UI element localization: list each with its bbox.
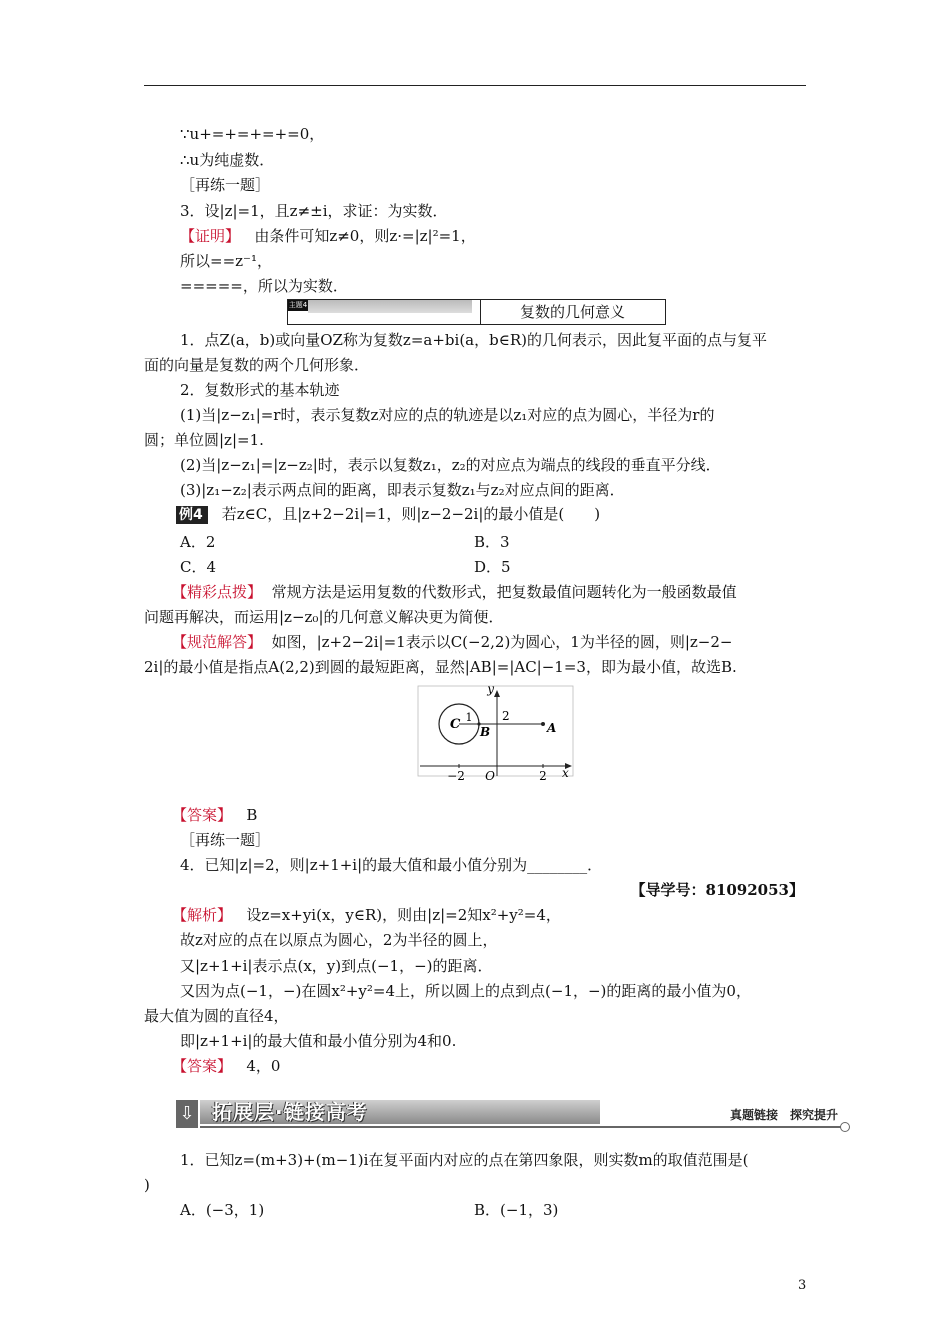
y-axis-label: y: [487, 682, 494, 696]
text-line: 最大值为圆的直径4，: [144, 1007, 289, 1025]
answer-line: [172, 805, 257, 825]
point-c-label: C: [450, 717, 461, 732]
text-line: 1．点Z(a，b)或向量OZ称为复数z=a+bi(a，b∈R)的几何表示，因此复平面的点与复平: [180, 331, 767, 349]
answer-line-2: [172, 1056, 280, 1076]
header-rule: [144, 85, 806, 86]
point-b-label: B: [480, 725, 491, 739]
x-axis-label: x: [562, 766, 569, 780]
tick-label-x2: 2: [539, 769, 547, 783]
exam-option-a: A．(−3，1): [180, 1201, 265, 1219]
text-line: ∴u为纯虚数．: [180, 151, 275, 169]
solution-line: [172, 632, 733, 652]
text-line: ): [144, 1176, 150, 1194]
tick-label-neg2: −2: [447, 769, 465, 783]
exam-question-1: 1．已知z=(m+3)+(m−1)i在复平面内对应的点在第四象限，则实数m的取值范围是(: [180, 1151, 749, 1169]
origin-label: O: [485, 769, 495, 783]
hint-tag: 【精彩点拨】: [172, 583, 263, 601]
banner-bar: [200, 1100, 600, 1124]
text-line: 2i|的最小值是指点A(2,2)到圆的最短距离，显然|AB|=|AC|−1=3，即为最小值，故选B.: [144, 658, 737, 676]
solution-text: 如图，|z+2−2i|=1表示以C(−2,2)为圆心，1为半径的圆，则|z−2−: [271, 633, 733, 651]
example-question-text: 若z∈C，且|z+2−2i|=1，则|z−2−2i|的最小值是( ): [221, 505, 601, 523]
solution-tag: 【规范解答】: [172, 633, 263, 651]
tick-label-y2: 2: [502, 709, 510, 723]
option-b: B．3: [474, 533, 510, 551]
option-c: C．4: [180, 558, 217, 576]
y-axis-arrow: [494, 690, 500, 697]
option-a: A．2: [180, 533, 216, 551]
answer-tag-2: 【答案】: [172, 1057, 233, 1075]
text-line: 2．复数形式的基本轨迹: [180, 381, 340, 399]
down-arrow-icon: ⇩: [176, 1100, 198, 1128]
banner-title: 拓展层·链接高考: [212, 1100, 368, 1124]
text-line: 圆；单位圆|z|=1.: [144, 431, 264, 449]
text-line: 又因为点(−1，−)在圆x²+y²=4上，所以圆上的点到点(−1，−)的距离的最小值为0，: [180, 982, 751, 1000]
exam-option-b: B．(−1，3): [474, 1201, 559, 1219]
text-line: 即|z+1+i|的最大值和最小值分别为4和0.: [180, 1032, 457, 1050]
text-line: ［再练一题］: [180, 176, 271, 194]
banner-line: [200, 1126, 848, 1128]
hint-text: 常规方法是运用复数的代数形式，把复数最值问题转化为一般函数最值: [271, 583, 737, 601]
text-line: =====，所以为实数．: [180, 277, 348, 295]
text-line: (1)当|z−z₁|=r时，表示复数z对应的点的轨迹是以z₁对应的点为圆心，半径为r的: [180, 406, 715, 424]
exercise-4-question: 4．已知|z|=2，则|z+1+i|的最大值和最小值分别为________．: [180, 856, 603, 874]
topic-tag: 主题4: [288, 301, 308, 309]
text-line: (3)|z₁−z₂|表示两点间的距离，即表示复数z₁与z₂对应点间的距离．: [180, 481, 625, 499]
example-4-question: [176, 504, 600, 524]
option-d: D．5: [474, 558, 511, 576]
page-number: 3: [798, 1278, 807, 1293]
point-a-label: A: [547, 721, 557, 735]
guide-number: 【导学号：81092053】: [630, 881, 804, 899]
text-line: 又|z+1+i|表示点(x，y)到点(−1，−)的距离．: [180, 957, 493, 975]
analysis-text: 设z=x+yi(x，y∈R)，则由|z|=2知x²+y²=4，: [246, 906, 561, 924]
analysis-line: [172, 905, 561, 925]
circle-diagram: [410, 680, 585, 785]
answer-text: B: [246, 806, 258, 824]
text-line: 故z对应的点在以原点为圆心，2为半径的圆上，: [180, 931, 498, 949]
proof-line: [180, 226, 476, 246]
exercise-3-question: 3．设|z|=1，且z≠±i，求证：为实数．: [180, 202, 448, 220]
text-line: 所以==z⁻¹，: [180, 252, 272, 270]
answer-tag: 【答案】: [172, 806, 233, 824]
analysis-tag: 【解析】: [172, 906, 233, 924]
text-line: (2)当|z−z₁|=|z−z₂|时，表示以复数z₁，z₂的对应点为端点的线段的垂直平分线．: [180, 456, 721, 474]
topic-title: 复数的几何意义: [519, 303, 625, 321]
answer-text-2: 4，0: [246, 1057, 281, 1075]
banner-dot: [840, 1122, 850, 1132]
topic-4-header: [287, 299, 666, 325]
topic-header-shade: [308, 300, 472, 313]
hint-line: [172, 582, 737, 602]
text-line: 面的向量是复数的两个几何形象．: [144, 356, 370, 374]
radius-label: 1: [465, 711, 473, 724]
banner-subtitle: 真题链接 探究提升: [729, 1108, 838, 1122]
proof-tag: 【证明】: [180, 227, 241, 245]
example-tag: 例4: [176, 506, 208, 524]
point-a: [541, 722, 545, 726]
proof-text: 由条件可知z≠0，则z·=|z|²=1，: [254, 227, 476, 245]
text-line: ∵u+=+=+=+=0，: [180, 125, 325, 143]
extension-banner: [176, 1094, 848, 1134]
text-line: 问题再解决，而运用|z−z₀|的几何意义解决更为简便．: [144, 608, 504, 626]
practice-head: ［再练一题］: [180, 831, 271, 849]
